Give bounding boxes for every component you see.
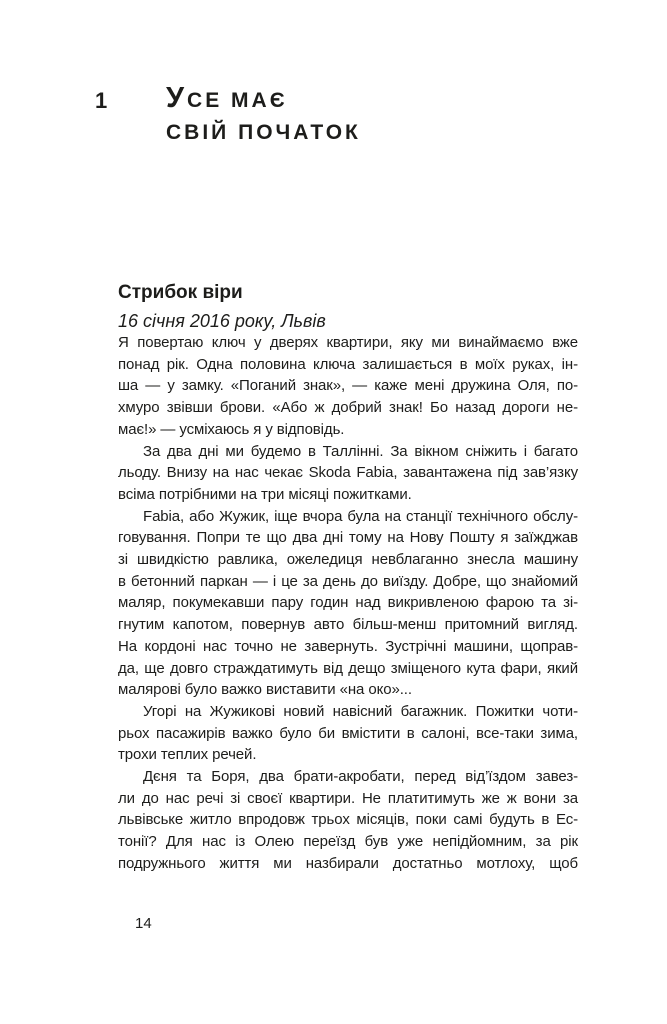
section-subtitle: 16 січня 2016 року, Львів: [118, 311, 326, 331]
text-line: гнутим капотом, повернув авто більш-менш притомний вигляд.: [118, 616, 578, 634]
text-line: За два дні ми будемо в Таллінні. За вікном сніжить і багато: [143, 442, 578, 460]
text-line: понад рік. Одна половина ключа залишається в моїх руках, ін-: [118, 355, 578, 373]
text-line: да, ще довго страждатимуть від дещо зміщеного кута фари, який: [118, 659, 578, 677]
text-line: трохи теплих речей.: [118, 746, 257, 764]
text-line: Дєня та Боря, два брати-акробати, перед від’їздом завез-: [143, 768, 578, 786]
chapter-title-initial: У: [166, 82, 188, 114]
chapter-title: [166, 82, 361, 149]
page-number: 14: [135, 915, 152, 932]
text-line: ли до нас речі зі своєї квартири. Не платитимуть же ж вони за: [118, 789, 578, 807]
text-line: говування. Попри те що два дні тому на Нову Пошту я заїжджав: [118, 529, 578, 547]
text-line: тонії? Для нас із Олею переїзд був уже непідйомним, за рік: [118, 833, 578, 851]
body-text: [118, 332, 578, 875]
text-line: Fabia, або Жужик, іще вчора була на станції технічного обслу-: [143, 507, 578, 525]
text-line: ша — у замку. «Поганий знак», — каже мені дружина Оля, по-: [118, 377, 578, 395]
section-header: [118, 281, 578, 333]
text-line: подружнього життя ми назбирали достатньо мотлоху, щоб: [118, 854, 578, 872]
text-line: львівське житло впродовж трьох місяців, поки самі будуть в Ес-: [118, 811, 578, 829]
text-line: рьох пасажирів важко було би вмістити в салоні, все-таки зима,: [118, 724, 578, 742]
chapter-number: 1: [95, 88, 109, 113]
text-line: зі швидкістю равлика, ожеледиця невблаганно знесла машину: [118, 551, 578, 569]
text-line: всіма потрібними на три місяці пожитками.: [118, 485, 412, 503]
text-line: льоду. Внизу на нас чекає Skoda Fabia, завантажена під зав’язку: [118, 464, 578, 482]
text-line: маляр, покумекавши пару годин над викривленою фарою та зі-: [118, 594, 578, 612]
text-line: має!» — усміхаюсь я у відповідь.: [118, 420, 345, 438]
text-line: Я повертаю ключ у дверях квартири, яку ми винаймаємо вже: [118, 334, 578, 351]
text-line: в бетонний паркан — і це за день до виїзду. Добре, що знайомий: [118, 572, 578, 590]
section-heading: Стрибок віри: [118, 282, 243, 303]
text-line: хмуро звівши брови. «Або ж добрий знак! Бо назад дороги не-: [118, 399, 578, 417]
chapter-title-line: УСЕ МАЄ: [166, 82, 288, 114]
text-line: малярові було важко виставити «на око»...: [118, 681, 412, 699]
text-line: На кордоні нас точно не завернуть. Зустрічні машини, щоправ-: [118, 637, 578, 655]
chapter-title-line: СВІЙ ПОЧАТОК: [166, 121, 361, 144]
text-line: Угорі на Жужикові новий навісний багажник. Пожитки чоти-: [143, 702, 578, 720]
